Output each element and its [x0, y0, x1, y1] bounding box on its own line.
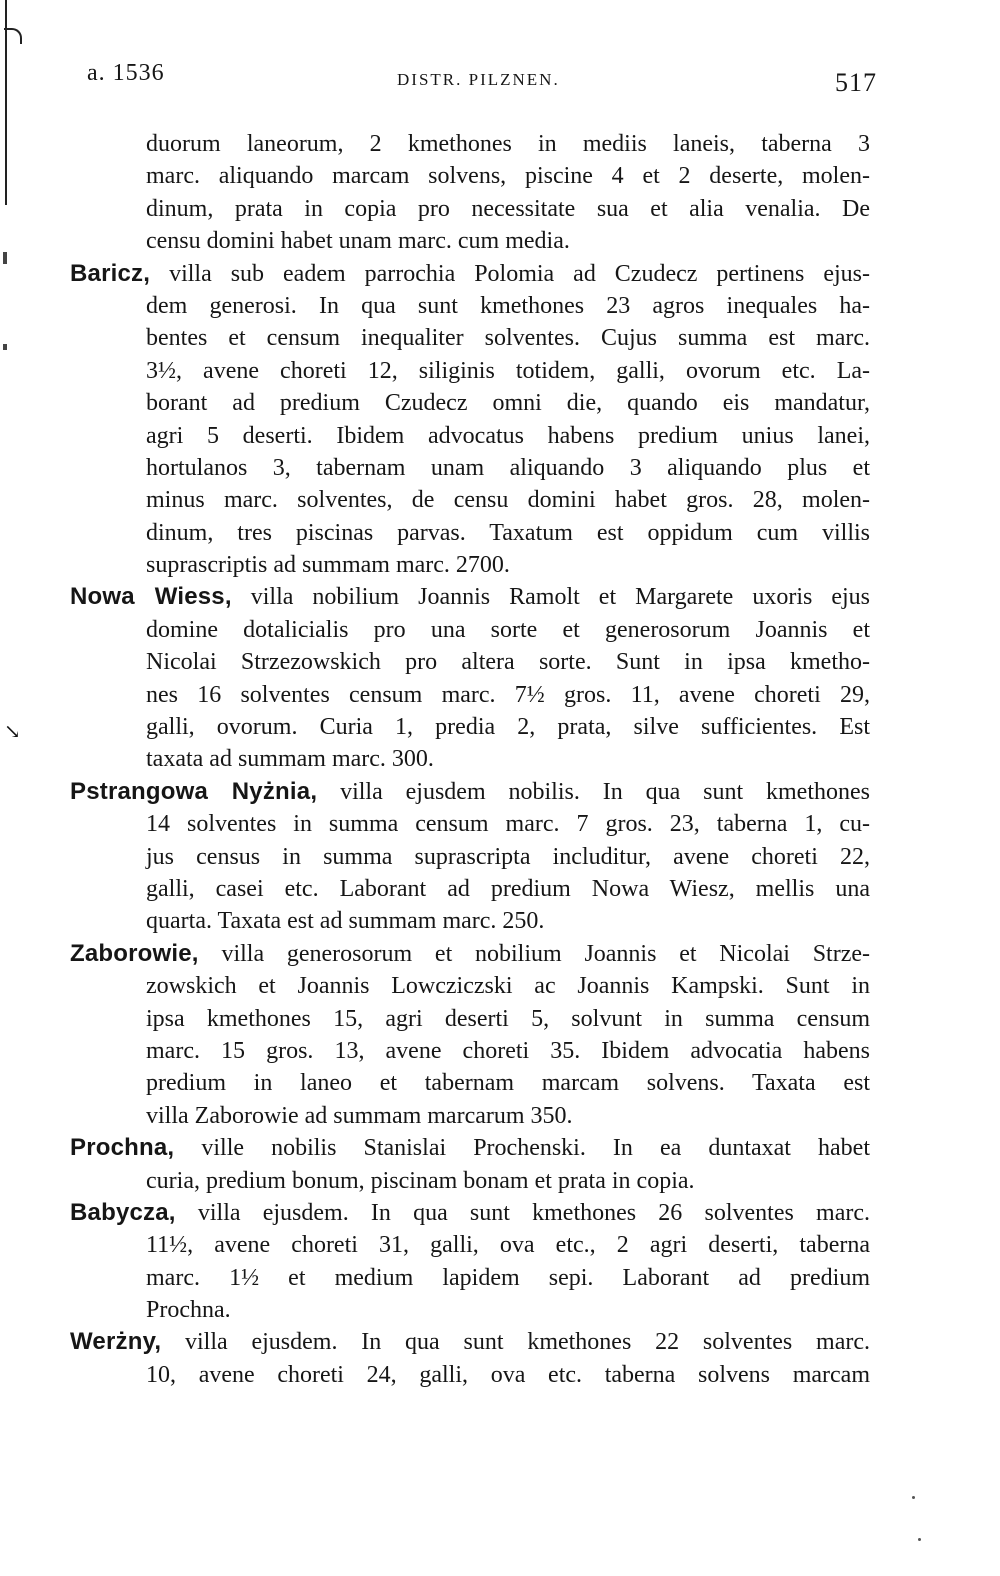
line-text: marc. 15 gros. 13, avene choreti 35. Ibidem advocatia habens	[146, 1037, 870, 1064]
line-text: predium in laneo et tabernam marcam solvens. Taxata est	[146, 1070, 870, 1097]
line-text: ipsa kmethones 15, agri deserti 5, solvunt in summa censum	[146, 1005, 870, 1032]
line-text: taxata ad summam marc. 300.	[146, 746, 434, 773]
line-text: ville nobilis Stanislai Prochenski. In ea duntaxat habet	[174, 1135, 870, 1162]
text-line	[70, 1067, 870, 1099]
line-text: villa ejusdem nobilis. In qua sunt kmethones	[317, 778, 870, 805]
line-text: villa ejusdem. In qua sunt kmethones 26 solventes marc.	[175, 1199, 870, 1226]
entry-heading: Prochna,	[70, 1134, 175, 1162]
text-line	[70, 160, 870, 192]
text-line	[70, 322, 870, 354]
running-header	[87, 60, 877, 100]
text-line	[70, 679, 870, 711]
text-line	[70, 646, 870, 678]
line-text: villa generosorum et nobilium Joannis et Nicolai Strze-	[198, 940, 870, 967]
line-text: galli, casei etc. Laborant ad predium Nowa Wiesz, mellis una	[146, 875, 870, 902]
text-line	[70, 873, 870, 905]
text-line	[70, 225, 870, 257]
line-text: zowskich et Joannis Lowcziczski ac Joannis Kampski. Sunt in	[146, 973, 870, 1000]
text-line	[70, 841, 870, 873]
text-line	[70, 1003, 870, 1035]
text-line	[70, 808, 870, 840]
text-line	[70, 1132, 870, 1164]
line-text: dinum, prata in copia pro necessitate sua et alia venalia. De	[146, 195, 870, 222]
line-text: Prochna.	[146, 1297, 231, 1324]
entry-heading: Zaborowie,	[70, 939, 199, 967]
scan-speck	[912, 1496, 915, 1499]
entry-heading: Pstrangowa Nyżnia,	[70, 777, 318, 805]
line-text: galli, ovorum. Curia 1, predia 2, prata, silve sufficientes. Est	[146, 714, 870, 741]
text-line	[70, 420, 870, 452]
main-text	[70, 128, 870, 1391]
text-line	[70, 355, 870, 387]
header-year: a. 1536	[87, 60, 165, 86]
text-line	[70, 258, 870, 290]
line-text: jus census in summa suprascripta includitur, avene choreti 22,	[146, 843, 870, 870]
scan-speck	[918, 1538, 921, 1541]
text-line	[70, 743, 870, 775]
text-line	[70, 711, 870, 743]
text-line	[70, 290, 870, 322]
entry-heading: Nowa Wiess,	[70, 583, 232, 611]
line-text: hortulanos 3, tabernam unam aliquando 3 aliquando plus et	[146, 454, 870, 481]
line-text: borant ad predium Czudecz omni die, quando eis mandatur,	[146, 390, 870, 417]
text-line	[70, 549, 870, 581]
entry-heading: Babycza,	[70, 1198, 176, 1226]
scan-edge-mark	[3, 252, 7, 264]
line-text: marc. 1½ et medium lapidem sepi. Laborant ad predium	[146, 1264, 870, 1291]
page-number: 517	[835, 68, 877, 97]
text-line	[70, 614, 870, 646]
line-text: curia, predium bonum, piscinam bonam et prata in copia.	[146, 1167, 695, 1194]
line-text: 3½, avene choreti 12, siliginis totidem, galli, ovorum etc. La-	[146, 357, 870, 384]
text-line	[70, 905, 870, 937]
header-title: DISTR. PILZNEN.	[397, 70, 560, 89]
text-line	[70, 193, 870, 225]
line-text: suprascriptis ad summam marc. 2700.	[146, 552, 510, 579]
line-text: domine dotalicialis pro una sorte et generosorum Joannis et	[146, 616, 870, 643]
scan-edge-mark	[3, 344, 7, 350]
line-text: villa nobilium Joannis Ramolt et Margarete uxoris ejus	[231, 584, 870, 611]
line-text: quarta. Taxata est ad summam marc. 250.	[146, 908, 545, 935]
text-line	[70, 1229, 870, 1261]
text-line	[70, 484, 870, 516]
text-line	[70, 776, 870, 808]
line-text: 11½, avene choreti 31, galli, ova etc., 2 agri deserti, taberna	[146, 1232, 870, 1259]
scan-edge-hook	[4, 28, 22, 44]
line-text: Nicolai Strzezowskich pro altera sorte. Sunt in ipsa kmetho-	[146, 649, 870, 676]
line-text: marc. aliquando marcam solvens, piscine 4 et 2 deserte, molen-	[146, 163, 870, 190]
text-line	[70, 128, 870, 160]
line-text: bentes et censum inequaliter solventes. Cujus summa est marc.	[146, 325, 870, 352]
line-text: villa ejusdem. In qua sunt kmethones 22 solventes marc.	[161, 1329, 870, 1356]
line-text: minus marc. solventes, de censu domini habet gros. 28, molen-	[146, 487, 870, 514]
line-text: nes 16 solventes censum marc. 7½ gros. 11, avene choreti 29,	[146, 681, 870, 708]
line-text: dinum, tres piscinas parvas. Taxatum est oppidum cum villis	[146, 519, 870, 546]
entry-heading: Werżny,	[70, 1328, 162, 1356]
line-text: dem generosi. In qua sunt kmethones 23 agros inequales ha-	[146, 292, 870, 319]
line-text: censu domini habet unam marc. cum media.	[146, 228, 570, 255]
text-line	[70, 452, 870, 484]
line-text: villa Zaborowie ad summam marcarum 350.	[146, 1102, 573, 1129]
line-text: 10, avene choreti 24, galli, ova etc. taberna solvens marcam	[146, 1361, 870, 1388]
text-line	[70, 1262, 870, 1294]
text-line	[70, 387, 870, 419]
text-line	[70, 1165, 870, 1197]
line-text: 14 solventes in summa censum marc. 7 gros. 23, taberna 1, cu-	[146, 811, 870, 838]
line-text: duorum laneorum, 2 kmethones in mediis laneis, taberna 3	[146, 131, 870, 157]
scan-arrow-icon: ↘	[4, 721, 21, 743]
text-line	[70, 1100, 870, 1132]
text-line	[70, 1359, 870, 1391]
text-line	[70, 970, 870, 1002]
line-text: villa sub eadem parrochia Polomia ad Czudecz pertinens ejus-	[150, 260, 870, 287]
text-line	[70, 1035, 870, 1067]
text-line	[70, 938, 870, 970]
text-line	[70, 1326, 870, 1358]
text-line	[70, 581, 870, 613]
text-line	[70, 1197, 870, 1229]
text-line	[70, 1294, 870, 1326]
text-line	[70, 517, 870, 549]
entry-heading: Baricz,	[70, 259, 151, 287]
line-text: agri 5 deserti. Ibidem advocatus habens predium unius lanei,	[146, 422, 870, 449]
